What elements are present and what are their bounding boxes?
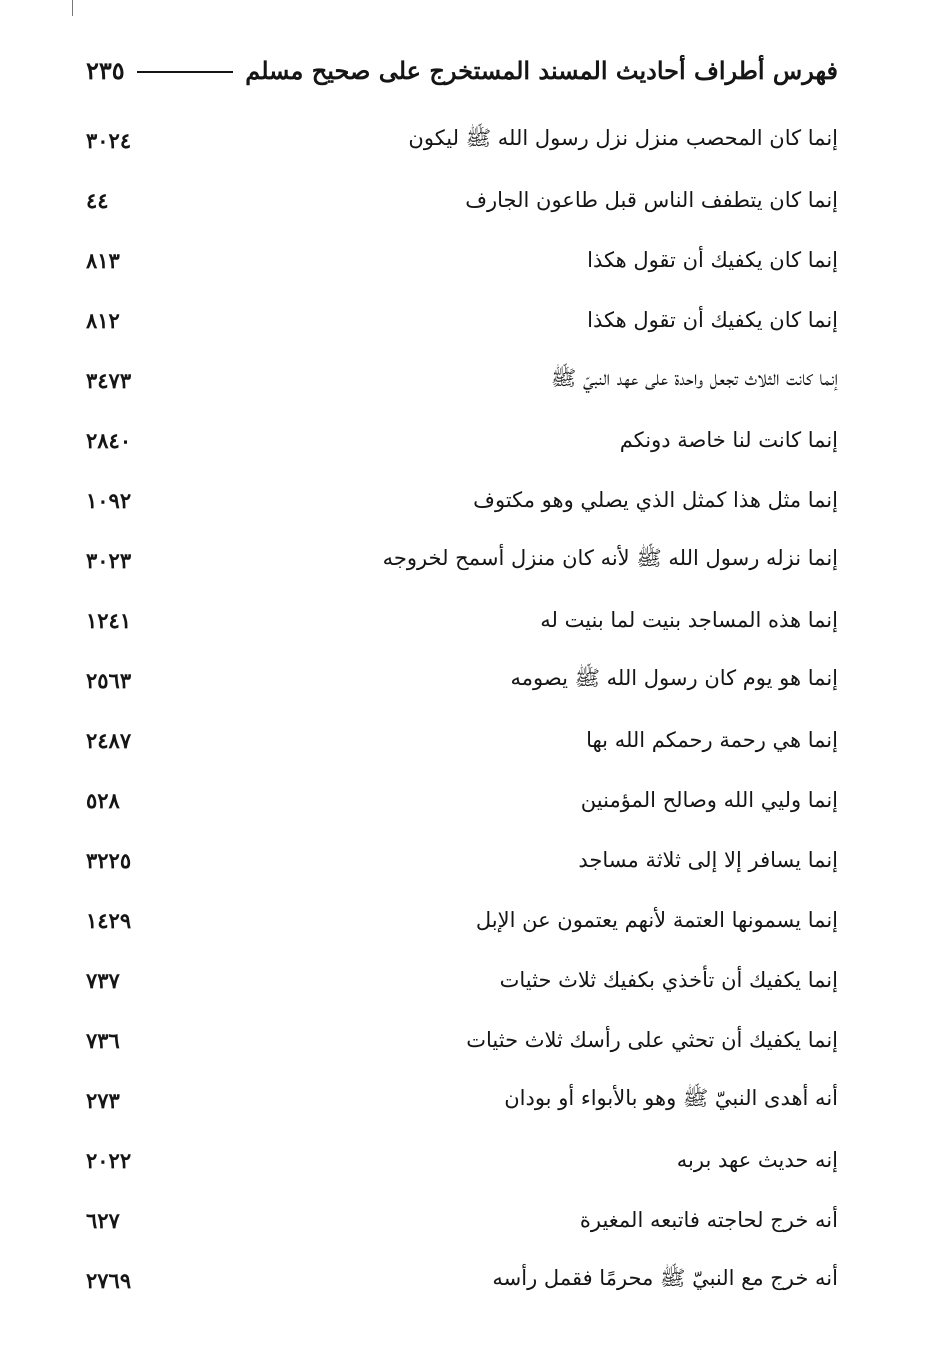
hadith-number: ٧٣٧: [86, 967, 120, 993]
index-entry: [86, 1070, 838, 1130]
hadith-incipit: إنما هي رحمة رحمكم الله بها: [586, 728, 838, 752]
hadith-incipit: إنما كان يتطفف الناس قبل طاعون الجارف: [465, 188, 838, 212]
hadith-number: ١٠٩٢: [86, 487, 132, 513]
hadith-number: ٣٤٧٣: [86, 367, 132, 393]
hadith-number: ٨١٢: [86, 307, 120, 333]
hadith-number: ١٤٢٩: [86, 907, 132, 933]
index-entry: [86, 470, 838, 530]
index-entry: [86, 1190, 838, 1250]
hadith-number: ٢٧٣: [86, 1087, 120, 1113]
index-entry: [86, 290, 838, 350]
index-entry: [86, 1130, 838, 1190]
index-entry: [86, 230, 838, 290]
hadith-incipit: إنما كان المحصب منزل نزل رسول الله ﷺ ليكون: [408, 125, 838, 150]
hadith-number: ٢٠٢٢: [86, 1147, 132, 1173]
hadith-number: ٣٢٢٥: [86, 847, 132, 873]
hadith-incipit: إنما وليي الله وصالح المؤمنين: [580, 788, 838, 812]
page-title: فهرس أطراف أحاديث المسند المستخرج على صحيح مسلم: [245, 55, 838, 85]
hadith-incipit: إنما يكفيك أن تحثي على رأسك ثلاث حثيات: [466, 1028, 838, 1052]
hadith-incipit: إنه حديث عهد بربه: [676, 1148, 838, 1172]
hadith-number: ٥٢٨: [86, 787, 120, 813]
hadith-incipit: إنما نزله رسول الله ﷺ لأنه كان منزل أسمح لخروجه: [382, 545, 838, 570]
hadith-number: ٢٧٦٩: [86, 1267, 132, 1293]
index-entry: [86, 770, 838, 830]
hadith-number: ٨١٣: [86, 247, 120, 273]
hadith-incipit: أنه خرج مع النبيّ ﷺ محرمًا فقمل رأسه: [492, 1265, 838, 1290]
page-number: ٢٣٥: [86, 55, 125, 85]
hadith-incipit: إنما يسمونها العتمة لأنهم يعتمون عن الإبل: [475, 908, 838, 932]
hadith-incipit: إنما كان يكفيك أن تقول هكذا: [587, 308, 838, 332]
page-header: [86, 50, 838, 90]
hadith-incipit: إنما هذه المساجد بنيت لما بنيت له: [540, 608, 838, 632]
index-entry: [86, 710, 838, 770]
hadith-incipit: إنما مثل هذا كمثل الذي يصلي وهو مكتوف: [473, 488, 838, 512]
index-entry: [86, 170, 838, 230]
index-entry: [86, 650, 838, 710]
hadith-incipit: إنما يكفيك أن تأخذي بكفيك ثلاث حثيات: [499, 968, 838, 992]
hadith-number: ٣٠٢٤: [86, 127, 132, 153]
hadith-incipit: إنما كانت لنا خاصة دونكم: [619, 428, 838, 452]
hadith-number: ٤٤: [86, 187, 109, 213]
header-rule: [137, 71, 234, 73]
index-entry: [86, 350, 838, 410]
index-entry: [86, 590, 838, 650]
margin-mark: [72, 0, 73, 16]
hadith-number: ٦٢٧: [86, 1207, 120, 1233]
hadith-incipit: إنما كانت الثلاث تجعل واحدة على عهد النبيّ ﷺ: [550, 365, 838, 390]
hadith-number: ٢٥٦٣: [86, 667, 132, 693]
index-entry: [86, 1010, 838, 1070]
hadith-incipit: أنه خرج لحاجته فاتبعه المغيرة: [579, 1208, 838, 1232]
hadith-incipit: إنما هو يوم كان رسول الله ﷺ يصومه: [510, 665, 838, 690]
hadith-incipit: أنه أهدى النبيّ ﷺ وهو بالأبواء أو بودان: [504, 1085, 838, 1110]
index-entry: [86, 110, 838, 170]
index-entry-list: [86, 110, 838, 1310]
index-entry: [86, 950, 838, 1010]
index-entry: [86, 830, 838, 890]
index-entry: [86, 1250, 838, 1310]
index-entry: [86, 890, 838, 950]
hadith-number: ١٢٤١: [86, 607, 132, 633]
hadith-incipit: إنما كان يكفيك أن تقول هكذا: [587, 248, 838, 272]
hadith-number: ٣٠٢٣: [86, 547, 132, 573]
index-entry: [86, 410, 838, 470]
hadith-number: ٧٣٦: [86, 1027, 120, 1053]
hadith-number: ٢٨٤٠: [86, 427, 132, 453]
hadith-incipit: إنما يسافر إلا إلى ثلاثة مساجد: [578, 848, 838, 872]
index-entry: [86, 530, 838, 590]
hadith-number: ٢٤٨٧: [86, 727, 132, 753]
